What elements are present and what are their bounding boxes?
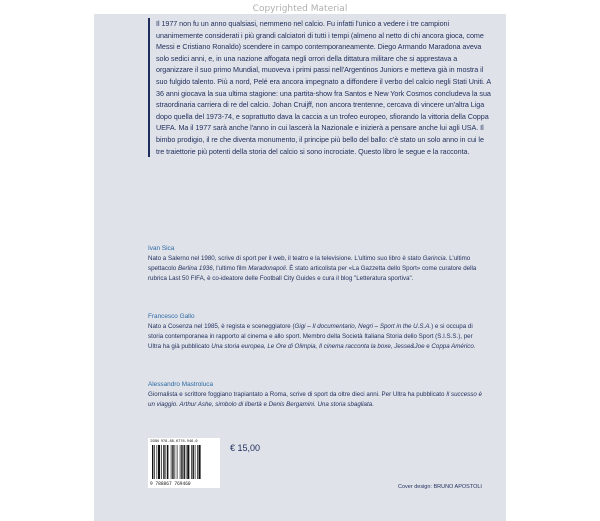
- author-bio-text: Giornalista e scrittore foggiano trapiantato a Roma, scrive di sport da oltre dieci anni. Per Ultra ha pubblicato Il successo è un viaggio. Arthur Ashe, simbolo di libertà e Denis Bergamini. Una storia sbagliata.: [148, 391, 482, 409]
- isbn-label: ISBN 978-88-6776-946-0: [150, 439, 198, 443]
- author-bio-text: Nato a Salerno nel 1980, scrive di sport per il web, il teatro e la televisione. L'ultimo suo libro è stato Garincia. L'ultimo spettacolo Berlina 1936, l'ultimo film Maradonapoli. È stato articolista per «La Gazzetta dello Sport» come curatore della rubrica Last 50 FIFA, è co-ideatore delle Football City Guides e cura il blog "Letteratura sportiva".: [148, 255, 477, 283]
- author-bio-3: [148, 380, 486, 410]
- author-bio-text: Nato a Cosenza nel 1985, è regista e sceneggiatore (Gigi – Il documentario, Negri – Sport in the U.S.A.) e si occupa di storia contemporanea in rapporto al cinema e allo sport. Membro della Società Italiana Storia dello Sport (S.I.S.S.), per Ultra ha già pubblicato Una storia europea, Le Ore di Olimpia, Il cinema racconta la boxe, Jesse&Joe e Coppa Américo.: [148, 323, 476, 351]
- author-bio-2: [148, 312, 486, 353]
- price: € 15,00: [230, 443, 261, 453]
- isbn-number: 9 788867 769460: [150, 482, 191, 487]
- cover-design-credit: Cover design: BRUNO APOSTOLI: [398, 484, 482, 490]
- barcode-icon: [151, 445, 217, 479]
- author-name: Alessandro Mastroluca: [148, 381, 214, 388]
- author-name: Francesco Gallo: [148, 313, 195, 320]
- isbn-barcode: [148, 438, 220, 488]
- copyright-watermark: Copyrighted Material: [252, 4, 348, 14]
- author-name: Ivan Sica: [148, 245, 175, 252]
- author-bio-1: [148, 244, 486, 285]
- book-blurb: Il 1977 non fu un anno qualsiasi, nemmeno nel calcio. Fu infatti l'unico a vedere i tre campioni unanimemente considerati i più grandi calciatori di tutti i tempi (almeno al netto di chi ancora gioca, come Messi e Cristiano Ronaldo) scendere in campo contemporaneamente. Diego Armando Maradona aveva solo sedici anni, e, in una nazione affogata negli orrori della dittatura militare che si apprestava a organizzare il suo primo Mundial, muoveva i primi passi nell'Argentinos Juniors e metteva già in mostra il suo fulgido talento. Più a nord, Pelé era ancora impegnato a diffondere il verbo del calcio negli Stati Uniti. A 36 anni giocava la sua ultima stagione: una partita-show fra Santos e New York Cosmos concludeva la sua straordinaria carriera di re del calcio. Johan Cruijff, non ancora trentenne, cercava di vincere un'altra Liga dopo quella del 1973-74, e soprattutto dava la caccia a un trofeo europeo, sfiorando la vittoria della Coppa UEFA. Ma il 1977 sarà anche l'anno in cui lascerà la Nazionale e inizierà a pensare anche lui agli USA. Il bimbo prodigio, il re che diventa monumento, il principe più bello del ballo: c'è stato un solo anno in cui le tre traiettorie più potenti della storia del calcio si sono incrociate. Questo libro le segue e la racconta.: [148, 18, 494, 157]
